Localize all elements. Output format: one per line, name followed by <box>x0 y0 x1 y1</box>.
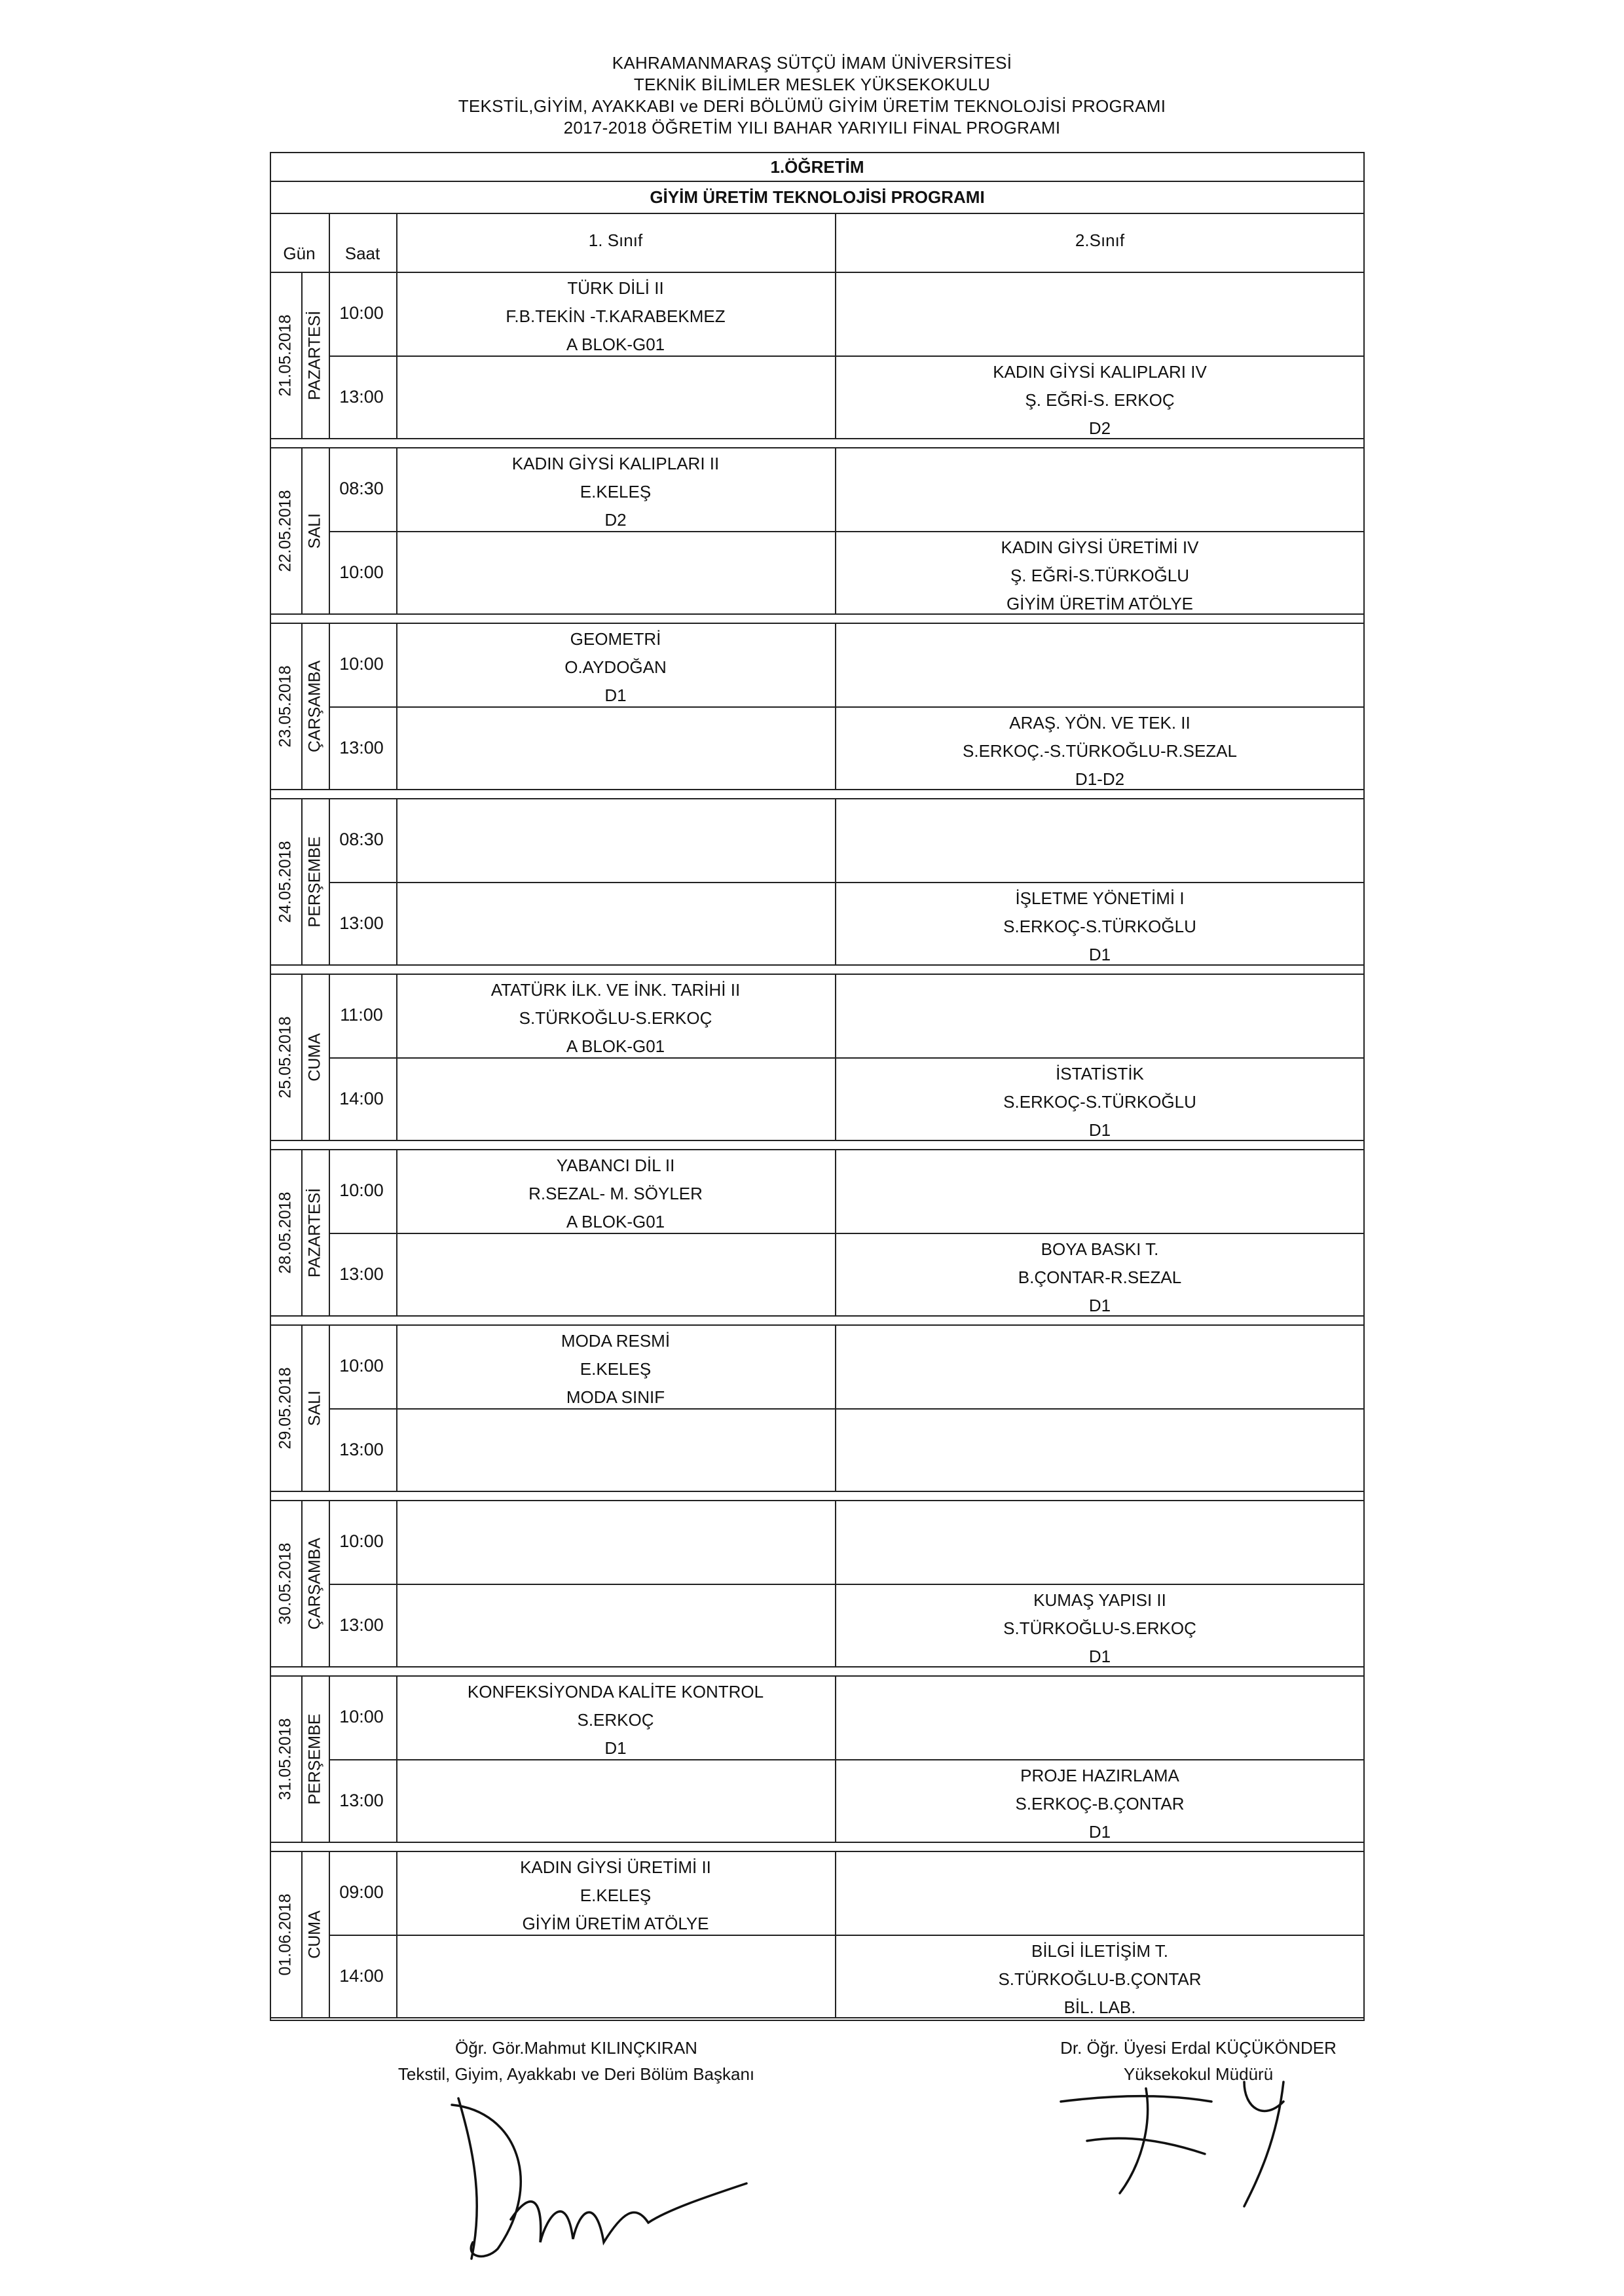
slot-divider <box>329 1584 1365 1585</box>
exam-date: 01.06.2018 <box>276 1893 295 1976</box>
exam-room: D1 <box>1088 945 1111 964</box>
course-name: GEOMETRİ <box>570 629 661 649</box>
course-name: KADIN GİYSİ ÜRETİMİ II <box>520 1857 711 1877</box>
exam-date: 22.05.2018 <box>276 490 295 572</box>
band-divider <box>270 181 1365 182</box>
class2-exam <box>835 1586 1365 1671</box>
exam-weekday: SALI <box>305 513 324 549</box>
instructors: S.TÜRKOĞLU-S.ERKOÇ <box>1003 1618 1196 1638</box>
course-name: TÜRK DİLİ II <box>567 278 664 298</box>
exam-date: 23.05.2018 <box>276 665 295 748</box>
exam-time: 10:00 <box>339 303 384 323</box>
course-name: PROJE HAZIRLAMA <box>1020 1766 1179 1785</box>
exam-room: D1 <box>1088 1822 1111 1842</box>
course-name: KONFEKSİYONDA KALİTE KONTROL <box>467 1682 764 1702</box>
class1-exam <box>396 1853 835 1938</box>
exam-time: 10:00 <box>339 1180 384 1200</box>
column-divider <box>301 1851 303 2018</box>
exam-date: 31.05.2018 <box>276 1718 295 1800</box>
exam-time: 13:00 <box>339 1615 384 1635</box>
class2-exam <box>835 534 1365 618</box>
instructors: S.ERKOÇ-B.ÇONTAR <box>1015 1794 1185 1813</box>
instructors: S.ERKOÇ.-S.TÜRKOĞLU-R.SEZAL <box>963 741 1237 761</box>
course-name: MODA RESMİ <box>561 1331 671 1351</box>
department-head-title: Tekstil, Giyim, Ayakkabı ve Deri Bölüm Başkanı <box>397 2064 755 2084</box>
column-divider <box>301 272 303 439</box>
band-divider <box>270 213 1365 214</box>
band-program-name: GİYİM ÜRETİM TEKNOLOJİSİ PROGRAMI <box>650 187 985 207</box>
exam-room: D1-D2 <box>1075 769 1125 789</box>
exam-time: 13:00 <box>339 738 384 757</box>
instructors: F.B.TEKİN -T.KARABEKMEZ <box>506 306 726 326</box>
exam-weekday: SALI <box>305 1390 324 1427</box>
class1-exam <box>396 450 835 534</box>
course-name: KADIN GİYSİ KALIPLARI II <box>511 454 720 473</box>
course-name: İSTATİSTİK <box>1056 1064 1144 1084</box>
exam-date: 25.05.2018 <box>276 1016 295 1099</box>
university-name: KAHRAMANMARAŞ SÜTÇÜ İMAM ÜNİVERSİTESİ <box>612 53 1012 73</box>
instructors: Ş. EĞRİ-S. ERKOÇ <box>1025 390 1175 410</box>
exam-room: D1 <box>604 685 627 705</box>
course-name: KADIN GİYSİ KALIPLARI IV <box>993 362 1207 382</box>
course-name: ATATÜRK İLK. VE İNK. TARİHİ II <box>490 980 741 1000</box>
class2-exam <box>835 1762 1365 1846</box>
exam-weekday: CUMA <box>305 1910 324 1959</box>
instructors: Ş. EĞRİ-S.TÜRKOĞLU <box>1010 566 1190 585</box>
slot-divider <box>329 882 1365 883</box>
class1-exam <box>396 1678 835 1762</box>
exam-time: 13:00 <box>339 913 384 933</box>
exam-time: 11:00 <box>340 1005 383 1025</box>
exam-time: 10:00 <box>339 1707 384 1726</box>
department-name: TEKSTİL,GİYİM, AYAKKABI ve DERİ BÖLÜMÜ GİYİM ÜRETİM TEKNOLOJİSİ PROGRAMI <box>458 96 1166 116</box>
instructors: E.KELEŞ <box>580 1359 652 1379</box>
exam-time: 08:30 <box>339 829 384 849</box>
course-name: BİLGİ İLETİŞİM T. <box>1031 1941 1169 1961</box>
class1-exam <box>396 976 835 1061</box>
instructors: S.ERKOÇ <box>577 1710 654 1730</box>
band-education-level: 1.ÖĞRETİM <box>770 157 864 177</box>
exam-time: 13:00 <box>339 1264 384 1284</box>
class1-exam <box>396 274 835 359</box>
exam-room: D1 <box>1088 1120 1111 1140</box>
department-head-name: Öğr. Gör.Mahmut KILINÇKIRAN <box>455 2038 697 2058</box>
exam-date: 21.05.2018 <box>276 314 295 397</box>
exam-time: 10:00 <box>339 654 384 674</box>
column-header-class1: 1. Sınıf <box>588 230 643 250</box>
column-divider <box>301 1500 303 1667</box>
exam-room: D1 <box>604 1738 627 1758</box>
column-header-time: Saat <box>344 244 380 263</box>
exam-weekday: ÇARŞAMBA <box>305 660 324 753</box>
director-title: Yüksekokul Müdürü <box>1123 2064 1274 2084</box>
exam-room: A BLOK-G01 <box>566 335 665 354</box>
column-header-day: Gün <box>283 244 316 263</box>
exam-time: 09:00 <box>339 1882 384 1902</box>
instructors: S.ERKOÇ-S.TÜRKOĞLU <box>1003 1092 1196 1112</box>
director-handwritten-signature <box>1048 2062 1323 2219</box>
exam-time: 14:00 <box>339 1089 384 1108</box>
exam-time: 10:00 <box>339 1356 384 1376</box>
exam-weekday: CUMA <box>305 1033 324 1082</box>
department-head-signature-block <box>341 2035 812 2087</box>
instructors: E.KELEŞ <box>580 1886 652 1905</box>
exam-room: A BLOK-G01 <box>566 1212 665 1231</box>
class2-exam <box>835 358 1365 443</box>
exam-weekday: PAZARTESİ <box>305 310 324 401</box>
column-divider <box>301 1149 303 1317</box>
exam-room: MODA SINIF <box>566 1387 665 1407</box>
class1-exam <box>396 1327 835 1412</box>
instructors: O.AYDOĞAN <box>564 657 667 677</box>
exam-date: 24.05.2018 <box>276 841 295 923</box>
exam-room: GİYİM ÜRETİM ATÖLYE <box>522 1914 709 1933</box>
instructors: S.TÜRKOĞLU-B.ÇONTAR <box>998 1969 1202 1989</box>
instructors: B.ÇONTAR-R.SEZAL <box>1018 1267 1182 1287</box>
exam-weekday: PAZARTESİ <box>305 1188 324 1278</box>
instructors: S.TÜRKOĞLU-S.ERKOÇ <box>519 1008 712 1028</box>
document-header <box>0 52 1624 139</box>
class1-exam <box>396 1152 835 1236</box>
exam-weekday: PERŞEMBE <box>305 836 324 928</box>
class2-exam <box>835 1937 1365 2022</box>
exam-date: 28.05.2018 <box>276 1192 295 1274</box>
course-name: KADIN GİYSİ ÜRETİMİ IV <box>1001 538 1199 557</box>
course-name: YABANCI DİL II <box>556 1156 675 1175</box>
column-divider <box>301 1675 303 1843</box>
course-name: BOYA BASKI T. <box>1041 1239 1159 1259</box>
department-head-handwritten-signature <box>432 2085 799 2282</box>
exam-time: 13:00 <box>339 1440 384 1459</box>
class2-exam <box>835 884 1365 969</box>
exam-time: 13:00 <box>339 387 384 407</box>
instructors: R.SEZAL- M. SÖYLER <box>528 1184 703 1203</box>
column-header-class2: 2.Sınıf <box>1075 230 1125 250</box>
exam-room: GİYİM ÜRETİM ATÖLYE <box>1006 594 1194 613</box>
class2-exam <box>835 1235 1365 1320</box>
exam-date: 30.05.2018 <box>276 1542 295 1625</box>
class1-exam <box>396 625 835 710</box>
exam-room: A BLOK-G01 <box>566 1036 665 1056</box>
exam-room: D1 <box>1088 1647 1111 1666</box>
exam-room: D1 <box>1088 1296 1111 1315</box>
exam-time: 10:00 <box>339 562 384 582</box>
column-divider <box>301 623 303 790</box>
exam-time: 13:00 <box>339 1791 384 1810</box>
class2-exam <box>835 1060 1365 1144</box>
exam-weekday: ÇARŞAMBA <box>305 1537 324 1630</box>
instructors: E.KELEŞ <box>580 482 652 501</box>
exam-time: 08:30 <box>339 479 384 498</box>
exam-room: BİL. LAB. <box>1063 1997 1136 2017</box>
exam-time: 10:00 <box>339 1531 384 1551</box>
exam-time: 14:00 <box>339 1966 384 1986</box>
course-name: KUMAŞ YAPISI II <box>1033 1590 1166 1610</box>
program-title: 2017-2018 ÖĞRETİM YILI BAHAR YARIYILI FİNAL PROGRAMI <box>563 118 1061 137</box>
director-name: Dr. Öğr. Üyesi Erdal KÜÇÜKÖNDER <box>1060 2038 1337 2058</box>
course-name: ARAŞ. YÖN. VE TEK. II <box>1009 713 1190 733</box>
exam-weekday: PERŞEMBE <box>305 1713 324 1805</box>
column-divider <box>301 798 303 966</box>
course-name: İŞLETME YÖNETİMİ I <box>1015 888 1185 908</box>
column-divider <box>301 447 303 615</box>
class2-exam <box>835 709 1365 793</box>
school-name: TEKNİK BİLİMLER MESLEK YÜKSEKOKULU <box>633 75 991 94</box>
column-divider <box>301 974 303 1141</box>
instructors: S.ERKOÇ-S.TÜRKOĞLU <box>1003 917 1196 936</box>
exam-room: D2 <box>1088 418 1111 438</box>
exam-date: 29.05.2018 <box>276 1367 295 1449</box>
exam-room: D2 <box>604 510 627 530</box>
column-divider <box>301 1324 303 1492</box>
